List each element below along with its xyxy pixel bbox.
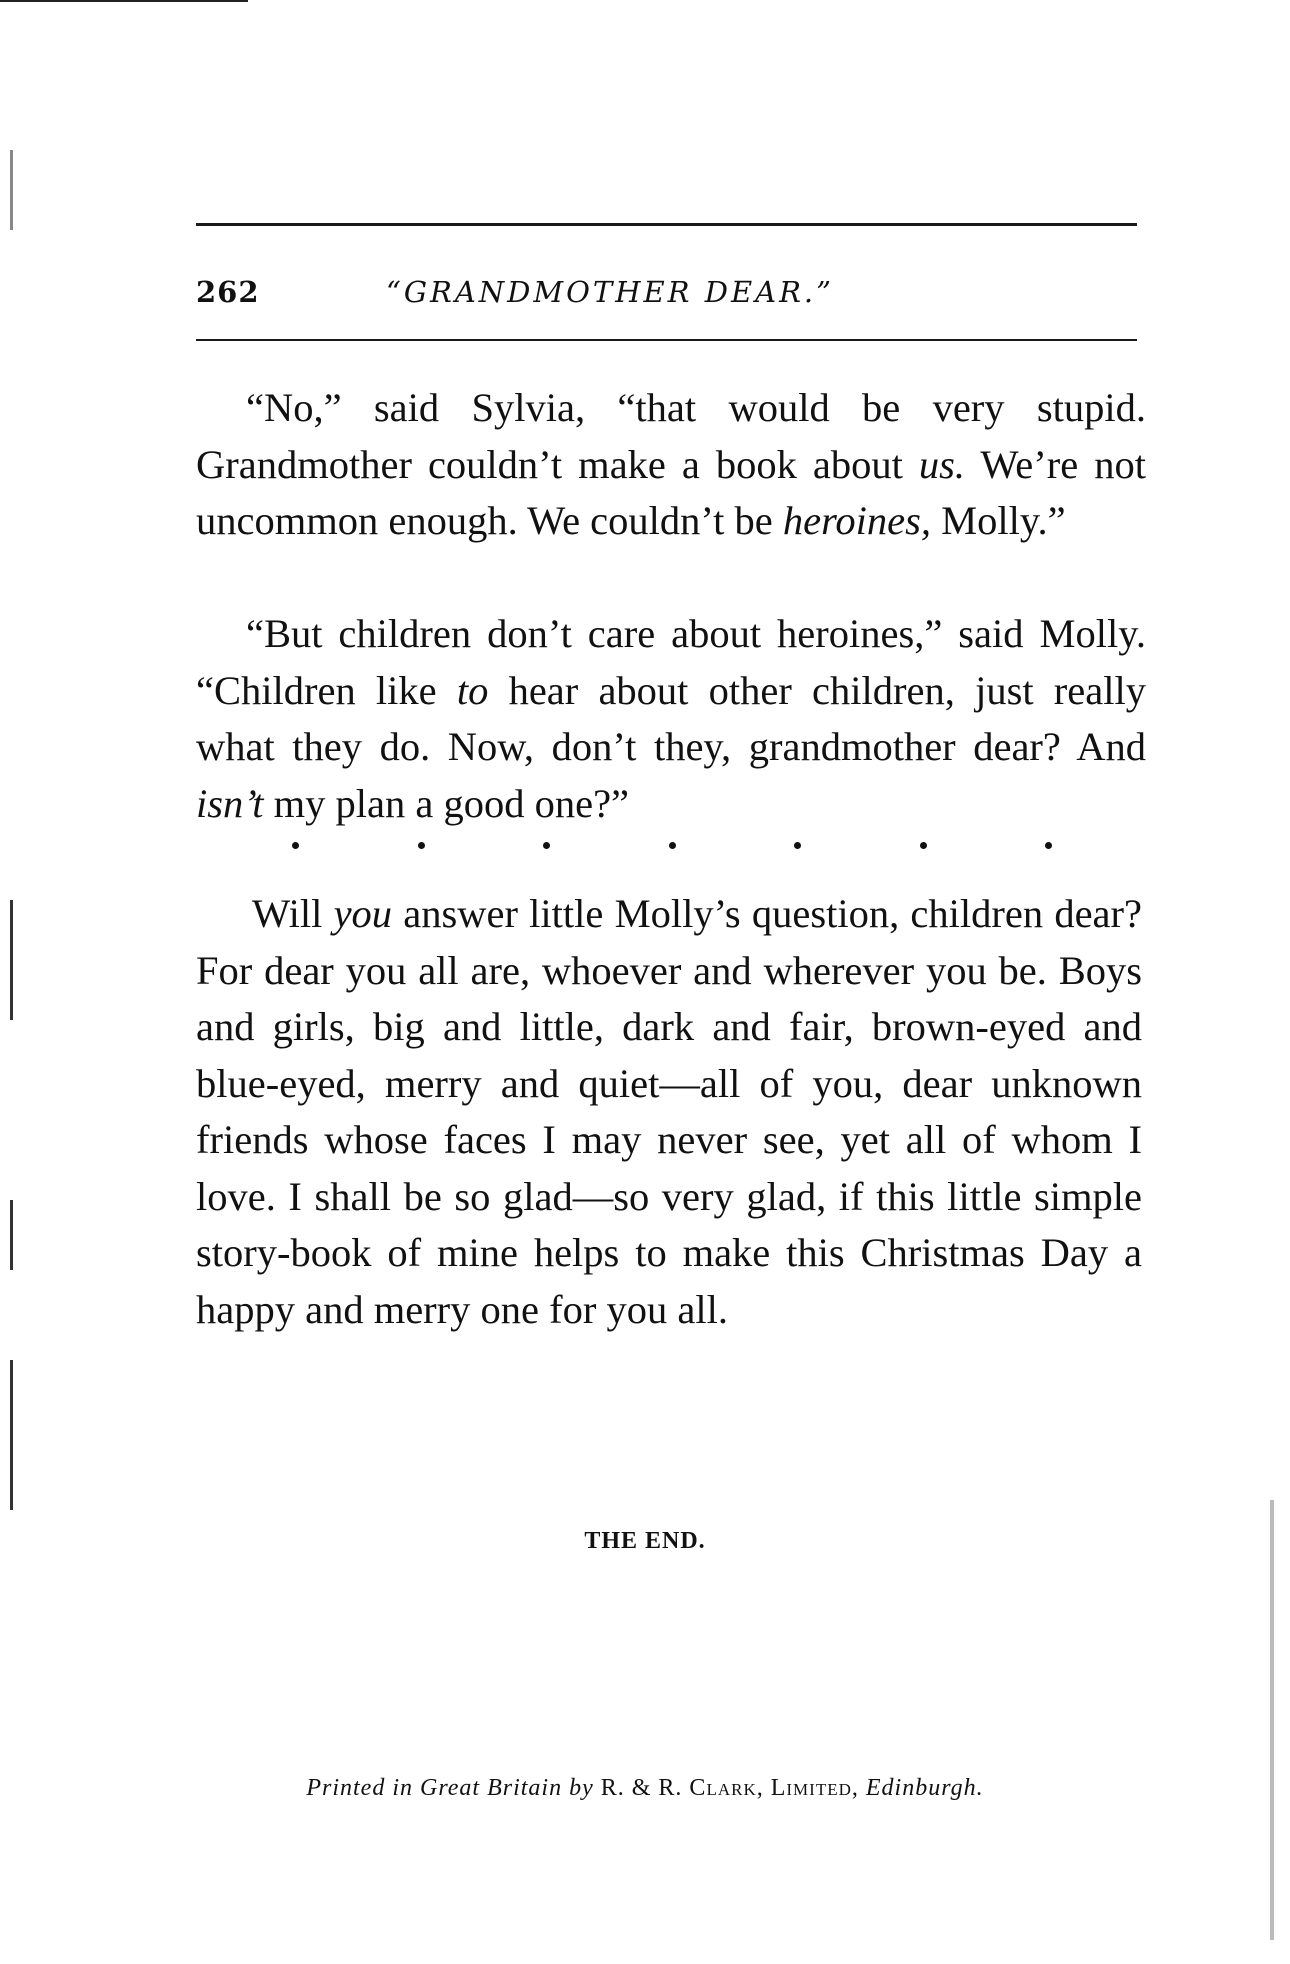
emphasis-text: isn’t: [196, 780, 264, 826]
emphasis-text: us.: [918, 441, 966, 487]
paragraph: [196, 886, 1142, 1338]
imprint-city: Edinburgh.: [865, 1775, 984, 1801]
paragraph-text: Molly.”: [931, 498, 1066, 543]
running-head: [196, 266, 1137, 318]
header-rule-top: [196, 223, 1137, 226]
paragraph: [196, 606, 1146, 832]
paragraph-text: “But children don’t care about heroines,” said Molly. “Children like: [196, 611, 1146, 713]
header-rule-bottom: [196, 339, 1137, 341]
paragraph-text: answer little Molly’s question, children dear? For dear you all are, whoever and wherever you be. Boys and girls, big and little, dark and fair, brown-eyed and blue-eyed, merry and quiet—all of you, dear unknown friends whose faces I may never see, yet all of whom I love. I shall be so glad—so very glad, if this little simple story-book of mine helps to make this Christmas Day a happy and merry one for you all.: [196, 891, 1142, 1332]
paragraph: [196, 380, 1146, 550]
dot: [669, 842, 676, 849]
emphasis-text: to: [456, 667, 489, 713]
dot: [1045, 842, 1052, 849]
paragraph-text: my plan a good one?”: [263, 780, 630, 826]
paragraph-text: “No,” said Sylvia, “that would be very stupid. Grandmother couldn’t make a book about: [196, 385, 1146, 487]
page-number: 262: [196, 275, 260, 309]
dot: [292, 842, 299, 849]
paragraph-text: Will: [252, 891, 334, 936]
scan-edge-mark: [1270, 1500, 1274, 1940]
printer-imprint: [0, 1775, 1290, 1802]
dot: [543, 842, 550, 849]
top-edge-mark: [0, 0, 248, 2]
section-break-dots: [292, 842, 1052, 862]
dot: [794, 842, 801, 849]
imprint-printer: R. & R. Clark, Limited,: [600, 1775, 859, 1801]
emphasis-text: heroines,: [782, 498, 932, 543]
scan-edge-mark: [10, 1200, 13, 1270]
scan-edge-mark: [10, 1360, 13, 1510]
running-title: “GRANDMOTHER DEAR.”: [386, 275, 834, 309]
dot: [418, 842, 425, 849]
scan-edge-mark: [10, 900, 13, 1020]
the-end: THE END.: [584, 1528, 706, 1554]
scan-edge-mark: [10, 150, 13, 230]
emphasis-text: you: [333, 891, 393, 936]
paragraph-text: hear about other children, just really what they do. Now, don’t they, grandmother dear? And: [196, 667, 1146, 769]
imprint-printed-in: Printed in Great Britain by: [306, 1775, 594, 1801]
dot: [920, 842, 927, 849]
paragraph-text: We’re not uncommon enough. We couldn’t be: [196, 441, 1146, 543]
